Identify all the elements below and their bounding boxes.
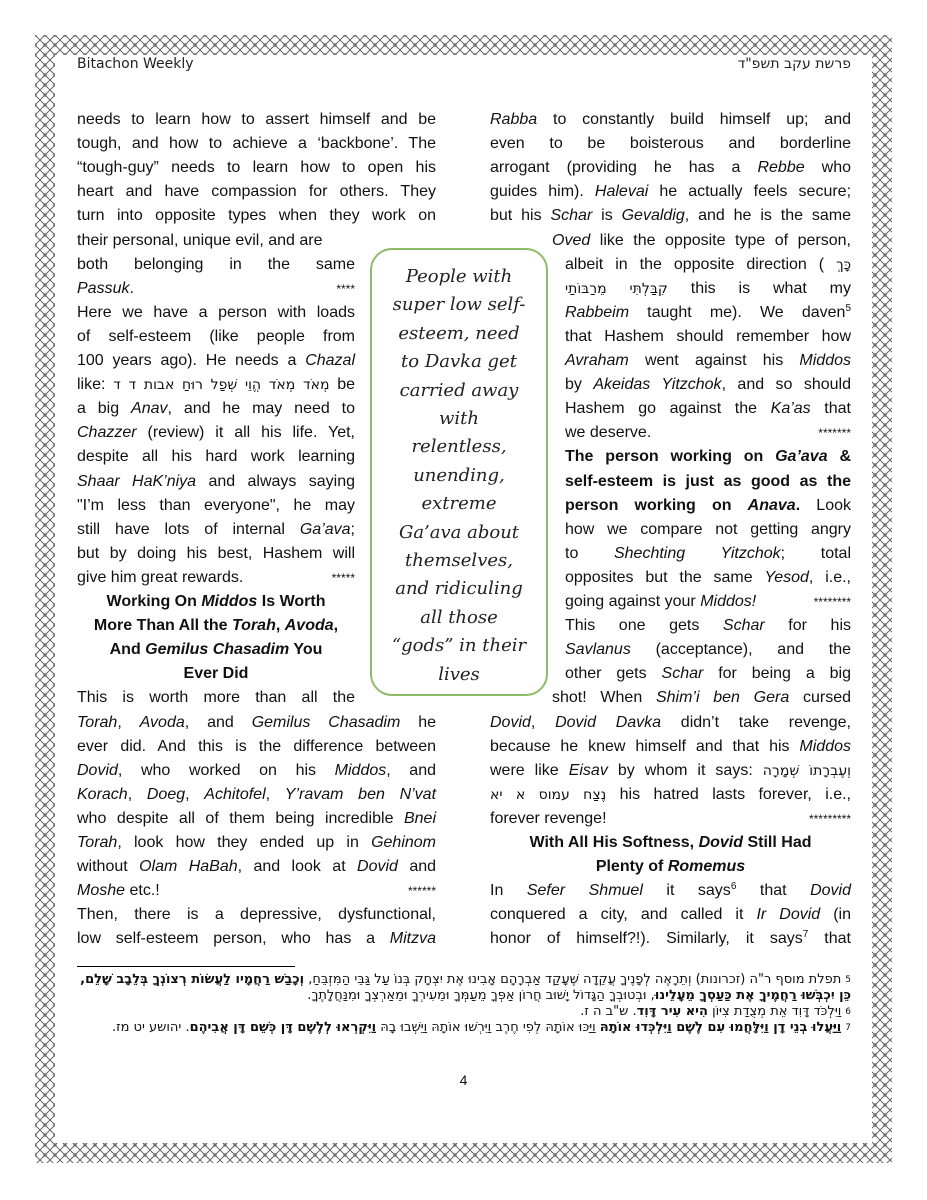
italic-text: Gehinom [371, 834, 436, 851]
text-run: other gets [565, 665, 662, 683]
text-line [77, 783, 436, 807]
text-run: וַיִּלְכֹּד דָּוִד אֵת מְצֻדַת צִיּוֹן [707, 1004, 842, 1019]
text-line [565, 470, 851, 494]
text-line [77, 518, 355, 542]
italic-text: Shim’i ben Gera [655, 689, 790, 707]
italic-text: Middos [799, 352, 851, 369]
text-run: , [185, 785, 205, 803]
text-line [77, 662, 355, 686]
text-line [490, 711, 851, 735]
page-number: 4 [459, 1072, 468, 1088]
text-run: without [77, 858, 140, 876]
text-line [77, 470, 355, 494]
italic-text: Avraham [565, 352, 629, 369]
italic-text: Yesod [764, 568, 809, 586]
text-run: it says [642, 882, 731, 900]
text-run: . [129, 279, 134, 297]
bold-text: וַיַּעֲלוּ בְנֵי דָן וַיִּלָּחֲמוּ עִם לֶשֶׁם וַיִּלְכְּדוּ אוֹתָהּ [599, 1020, 842, 1035]
text-run: , and he may need to [167, 400, 355, 418]
hebrew-text: מְאֹד מְאֹד הֱוֵי שְׁפַל רוּחַ אבות ד ד [113, 377, 330, 394]
text-run: You [289, 641, 323, 659]
text-run: , i.e., [808, 568, 851, 586]
text-line [565, 542, 851, 566]
text-line [490, 180, 851, 204]
text-line [490, 855, 851, 879]
text-line [490, 807, 851, 831]
pull-quote-line: Ga’ava about [398, 521, 520, 543]
text-run: (review) it all his life. Yet, [136, 424, 355, 442]
text-run: both belonging in the same [77, 255, 355, 273]
text-run: , [127, 785, 147, 803]
italic-text: Achitofel [204, 785, 266, 803]
text-run: This is worth more than all the [77, 689, 355, 707]
text-run: 100 years ago). He needs a [77, 352, 306, 369]
text-run: , [117, 713, 140, 731]
text-line [77, 614, 355, 638]
text-line [565, 518, 851, 542]
text-line [565, 566, 851, 590]
text-run: , וּבְטוּבְךָ הַגָּדוֹל יָשׁוּב חֲרוֹן אַפְּךָ מֵעַמְּךָ וּמֵעִירְךָ וּמֵאַרְצְךָ וּמִנַּחֲלָתֶךָ. [307, 988, 655, 1003]
text-run: Ever Did [183, 665, 249, 683]
text-line [490, 132, 851, 156]
text-line [77, 421, 355, 445]
text-line [77, 325, 355, 349]
text-line [490, 927, 851, 951]
italic-text: Doeg [146, 785, 186, 803]
text-line [77, 711, 436, 735]
text-run: is [592, 207, 622, 225]
text-run: despite all his hard work learning [77, 448, 355, 466]
text-run: , look how they ended up in [117, 834, 372, 851]
bold-italic-text: Dovid [698, 834, 744, 851]
pull-quote-line: themselves, [405, 550, 513, 571]
italic-text: Ka’as [770, 400, 811, 418]
italic-text: Moshe [77, 882, 126, 900]
text-run: Is Worth [257, 593, 326, 610]
section-divider-stars: ********* [808, 811, 851, 826]
text-run: cursed [789, 689, 852, 707]
text-run: opposites but the same [565, 568, 765, 586]
text-run: , and [184, 713, 252, 731]
text-line [77, 494, 355, 518]
italic-text: Ir Dovid [756, 906, 821, 924]
italic-text: Schar [722, 617, 765, 635]
footnote [77, 1004, 851, 1020]
text-line [77, 735, 436, 759]
text-run: were like [490, 761, 569, 779]
italic-text: Mitzva [389, 930, 436, 948]
text-run: Plenty of [595, 858, 668, 876]
italic-text: Dovid [77, 761, 118, 779]
text-run: וַיַּכּוּ אוֹתָהּ לְפִי חֶרֶב וַיִּרְשׁוּ אוֹתָהּ וַיֵּשְׁבוּ בָהּ [376, 1020, 600, 1035]
italic-text: Schar [661, 665, 704, 683]
text-line [490, 204, 851, 228]
header-publication-title: Bitachon Weekly [77, 56, 194, 72]
pull-quote-line: “gods” in their [391, 635, 527, 657]
italic-text: Korach [77, 785, 128, 803]
pull-quote-line: unending, [413, 464, 505, 486]
text-run: this is what my [667, 279, 852, 297]
text-run: that [810, 400, 851, 418]
text-line [77, 108, 436, 132]
text-line [565, 445, 851, 469]
text-line [552, 229, 851, 253]
text-run: etc.! [125, 882, 160, 900]
text-line [77, 927, 436, 951]
text-line [77, 686, 355, 710]
text-line [490, 879, 851, 903]
text-run: shot! When [552, 689, 656, 707]
text-run: honor of himself?!). Similarly, it says [490, 930, 803, 948]
text-line [77, 903, 436, 927]
text-run: how we compare not getting angry [565, 520, 851, 538]
section-divider-stars: ******* [818, 426, 851, 441]
bold-italic-text: Middos [201, 593, 258, 610]
text-run: by whom it says: [607, 761, 763, 779]
italic-text: Rebbe [757, 159, 805, 177]
italic-text: Middos! [700, 593, 757, 610]
italic-text: Gemilus Chasadim [251, 713, 401, 731]
footnote [77, 1020, 851, 1036]
text-line [565, 494, 851, 518]
text-line [77, 445, 355, 469]
text-line [77, 301, 355, 325]
text-run: Here we have a person with loads [77, 303, 355, 321]
bold-text: The person working on [565, 448, 776, 466]
text-run: arrogant (providing he has a [490, 159, 758, 177]
text-run: ever did. And this is the difference between [77, 737, 436, 755]
italic-text: Rabbeim [565, 303, 630, 321]
italic-text: Middos [799, 737, 851, 755]
italic-text: Y’ravam ben N’vat [284, 785, 437, 803]
text-line [552, 686, 851, 710]
italic-text: Dovid [810, 882, 851, 900]
text-run: taught me). We daven [629, 303, 846, 321]
bold-text: person working on [565, 496, 748, 514]
italic-text: Anav [131, 400, 168, 418]
italic-text: Akeidas Yitzchok [593, 376, 722, 394]
italic-text: Shaar HaK’niya [77, 472, 197, 490]
footnote-separator [77, 966, 295, 967]
section-divider-stars: ******** [813, 595, 851, 609]
text-run: (acceptance), and the [630, 641, 851, 659]
italic-text: Avoda [139, 713, 185, 731]
pull-quote-line: extreme [421, 493, 497, 515]
text-run: . יהושע יט מז. [111, 1020, 190, 1035]
text-line [490, 759, 851, 783]
text-line [565, 373, 851, 397]
text-line [565, 662, 851, 686]
text-line [565, 421, 851, 445]
text-run: be [329, 376, 356, 394]
pull-quote-line: and ridiculing [395, 578, 523, 600]
italic-text: Olam HaBah [139, 858, 238, 876]
italic-text: Ga’ava [299, 520, 351, 538]
text-run: even to be boisterous and borderline [490, 135, 851, 153]
text-run: like the opposite type of person, [590, 231, 851, 249]
italic-text: Halevai [594, 183, 649, 201]
hebrew-text: כָּךְ [836, 256, 851, 273]
text-line [77, 277, 355, 301]
italic-text: Sefer Shmuel [526, 882, 643, 900]
text-line [77, 759, 436, 783]
text-line [77, 638, 355, 662]
text-run: Hashem go against the [565, 400, 771, 418]
footnote [77, 972, 851, 1004]
text-run: forever revenge! [490, 809, 607, 827]
text-run: to constantly build himself up; and [537, 111, 851, 128]
text-line [77, 132, 436, 156]
text-run: he [400, 713, 436, 731]
text-line [490, 156, 851, 180]
text-line [77, 879, 436, 903]
italic-text: Middos [334, 761, 387, 779]
text-run: for his [764, 617, 852, 635]
text-run: we deserve. [565, 424, 652, 442]
text-run: like: [77, 376, 114, 394]
text-run: Working On [106, 593, 202, 610]
text-run: Look [800, 496, 851, 514]
text-line [77, 180, 436, 204]
section-divider-stars: ****** [407, 884, 436, 899]
text-line [77, 807, 436, 831]
pull-quote-line: to Davka get [401, 351, 517, 373]
text-run: Still Had [743, 834, 812, 851]
text-run: but by doing his best, Hashem will [77, 544, 355, 562]
header-parsha-title: פרשת עקב תשפ"ד [737, 56, 851, 72]
bold-italic-text: Torah [231, 617, 276, 635]
text-run: , [275, 617, 285, 635]
italic-text: Torah [77, 713, 118, 731]
italic-text: Chazal [305, 352, 355, 369]
pull-quote-line: People with [405, 266, 513, 287]
text-run: low self-esteem person, who has a [77, 930, 390, 948]
text-line [565, 277, 851, 301]
italic-text: Schar [550, 207, 593, 225]
text-run: More Than All the [93, 617, 232, 635]
bold-text: הִיא עִיר דָּוִד [636, 1004, 708, 1019]
text-line [490, 903, 851, 927]
text-run: and [397, 858, 437, 876]
text-run: And [109, 641, 146, 659]
text-run: , and look at [237, 858, 358, 876]
text-run: for being a big [703, 665, 851, 683]
text-run: to [565, 544, 614, 562]
text-line [565, 614, 851, 638]
text-run: . ש"ב ה ז. [580, 1004, 637, 1019]
text-run: "I’m less than everyone", he may [77, 496, 355, 514]
footnote-number: 7 [845, 1023, 851, 1033]
bold-text: וַיִּקְרְאוּ לְלֶשֶׁם דָּן כְּשֵׁם דָּן אֲבִיהֶם [189, 1020, 377, 1035]
bold-italic-text: Anava [747, 496, 796, 514]
text-run: Then, there is a depressive, dysfunctional, [77, 906, 436, 924]
text-run: turn into opposite types when they work on [77, 207, 436, 225]
text-line [77, 156, 436, 180]
text-line [77, 349, 355, 373]
text-run: With All His Softness, [529, 834, 699, 851]
italic-text: Oved [552, 231, 591, 249]
footnote-number: 5 [845, 975, 851, 985]
text-run: In [490, 882, 527, 900]
text-line [77, 373, 355, 397]
text-run: still have lots of internal [77, 520, 300, 538]
hebrew-text: קִבַּלְתִּי מֵרַבּוֹתַי [565, 280, 668, 297]
text-run: because he knew himself and that his [490, 737, 800, 755]
hebrew-text: נֶצַח עמוס א יא [490, 786, 607, 803]
text-run: his hatred lasts forever, i.e., [606, 785, 851, 803]
text-run: went against his [628, 352, 800, 369]
pull-quote-line: carried away [399, 379, 519, 401]
bold-text: . [795, 496, 801, 514]
text-run: conquered a city, and called it [490, 906, 757, 924]
text-run: and always saying [196, 472, 356, 490]
text-run: but his [490, 207, 551, 225]
section-divider-stars: **** [336, 281, 355, 296]
text-line [565, 397, 851, 421]
text-run: , [333, 617, 339, 635]
text-run: ; total [780, 544, 851, 562]
bold-text: & [827, 448, 852, 466]
text-run: who despite all of them being incredible [77, 809, 404, 827]
pull-quote-line: with [439, 408, 479, 429]
text-run: albeit in the opposite direction ( [565, 255, 837, 273]
italic-text: Savlanus [565, 641, 631, 659]
text-run: , who worked on his [117, 761, 335, 779]
pull-quote-line: all those [420, 606, 498, 628]
text-run: ; [350, 520, 355, 538]
footnote-ref: 7 [802, 929, 809, 941]
text-line [565, 325, 851, 349]
text-run: didn’t take revenge, [661, 713, 851, 731]
text-run: that Hashem should remember how [565, 327, 851, 345]
text-run: , and [386, 761, 436, 779]
text-run: give him great rewards. [77, 568, 244, 586]
bold-text: self-esteem is just as good as the [565, 472, 851, 490]
italic-text: Chazzer [77, 424, 137, 442]
text-line [77, 855, 436, 879]
text-run: going against your [565, 593, 701, 610]
text-run: that [808, 930, 851, 948]
text-run: who [804, 159, 851, 177]
text-line [77, 204, 436, 228]
italic-text: Eisav [568, 761, 608, 779]
italic-text: Rabba [490, 111, 538, 128]
text-line [490, 108, 851, 132]
italic-text: Dovid Davka [555, 713, 662, 731]
text-run: , [530, 713, 556, 731]
text-line [565, 253, 851, 277]
footnote-ref: 6 [730, 881, 737, 893]
italic-text: Passuk [77, 279, 130, 297]
text-run: This one gets [565, 617, 723, 635]
pull-quote-box [370, 248, 548, 696]
text-line [565, 349, 851, 373]
text-line [565, 301, 851, 325]
text-run: their personal, unique evil, and are [77, 231, 323, 249]
text-line [565, 590, 851, 614]
italic-text: Dovid [490, 713, 531, 731]
footnotes [77, 972, 851, 1036]
bold-italic-text: Avoda [284, 617, 334, 635]
bold-text: וְכָבַשׁ רַחֲמָיו לַעֲשׂוֹת רְצוֹנְךָ בְּלֵבָב שָׁלֵם, כֵּן יִכְבְּשׁוּ רַחֲמֶיךָ אֶת כַּעַסְךָ מֵעָלֵינוּ [80, 972, 851, 1003]
text-line [77, 229, 355, 253]
text-run: (in [820, 906, 851, 924]
hebrew-text: וְעֶבְרָתוֹ שְׁמָרָה [762, 762, 851, 779]
italic-text: Gevaldig [621, 207, 685, 225]
italic-text: Dovid [357, 858, 398, 876]
text-run: tough, and how to achieve a ‘backbone’. The [77, 135, 436, 153]
text-run: he actually feels secure; [648, 183, 852, 201]
text-line [77, 253, 355, 277]
text-run: , and he is the same [684, 207, 852, 225]
text-line [77, 566, 355, 590]
text-line [490, 783, 851, 807]
text-run: by [565, 376, 594, 394]
text-run: that [736, 882, 811, 900]
text-run: guides him). [490, 183, 595, 201]
text-line [77, 542, 355, 566]
pull-quote-line: esteem, need [398, 322, 520, 344]
pull-quote-line: relentless, [411, 436, 507, 458]
text-run: of self-esteem (like people from [77, 327, 355, 345]
bold-italic-text: Romemus [667, 858, 746, 876]
text-line [565, 638, 851, 662]
text-line [77, 397, 355, 421]
text-line [490, 831, 851, 855]
footnote-ref: 5 [845, 302, 851, 314]
text-line [490, 735, 851, 759]
pull-quote-line: super low self- [392, 294, 526, 316]
italic-text: Shechting Yitzchok [613, 544, 781, 562]
text-run: a big [77, 400, 132, 418]
bold-italic-text: Gemilus Chasadim [145, 641, 290, 659]
text-run: heart and have compassion for others. They [77, 183, 436, 201]
text-run: “tough-guy” needs to learn how to open his [77, 159, 436, 177]
text-run: , [265, 785, 285, 803]
section-divider-stars: ***** [331, 570, 355, 585]
italic-text: Bnei [403, 809, 436, 827]
text-line [77, 590, 355, 614]
italic-text: Torah [77, 834, 118, 851]
text-run: needs to learn how to assert himself and be [77, 111, 436, 128]
bold-italic-text: Ga’ava [775, 448, 828, 466]
text-run: , and so should [721, 376, 852, 394]
text-run: תפלת מוסף ר"ה (זכרונות) וְתֵרָאֶה לְפָנֶיךָ עֲקֵדָה שֶׁעָקַד אַבְרָהָם אָבִינוּ אֶת יִצְחָק בְּנוֹ עַל גַּבֵּי הַמִּזְבֵּחַ, [304, 972, 842, 987]
pull-quote-line: lives [438, 663, 480, 685]
footnote-number: 6 [845, 1007, 851, 1017]
text-line [77, 831, 436, 855]
